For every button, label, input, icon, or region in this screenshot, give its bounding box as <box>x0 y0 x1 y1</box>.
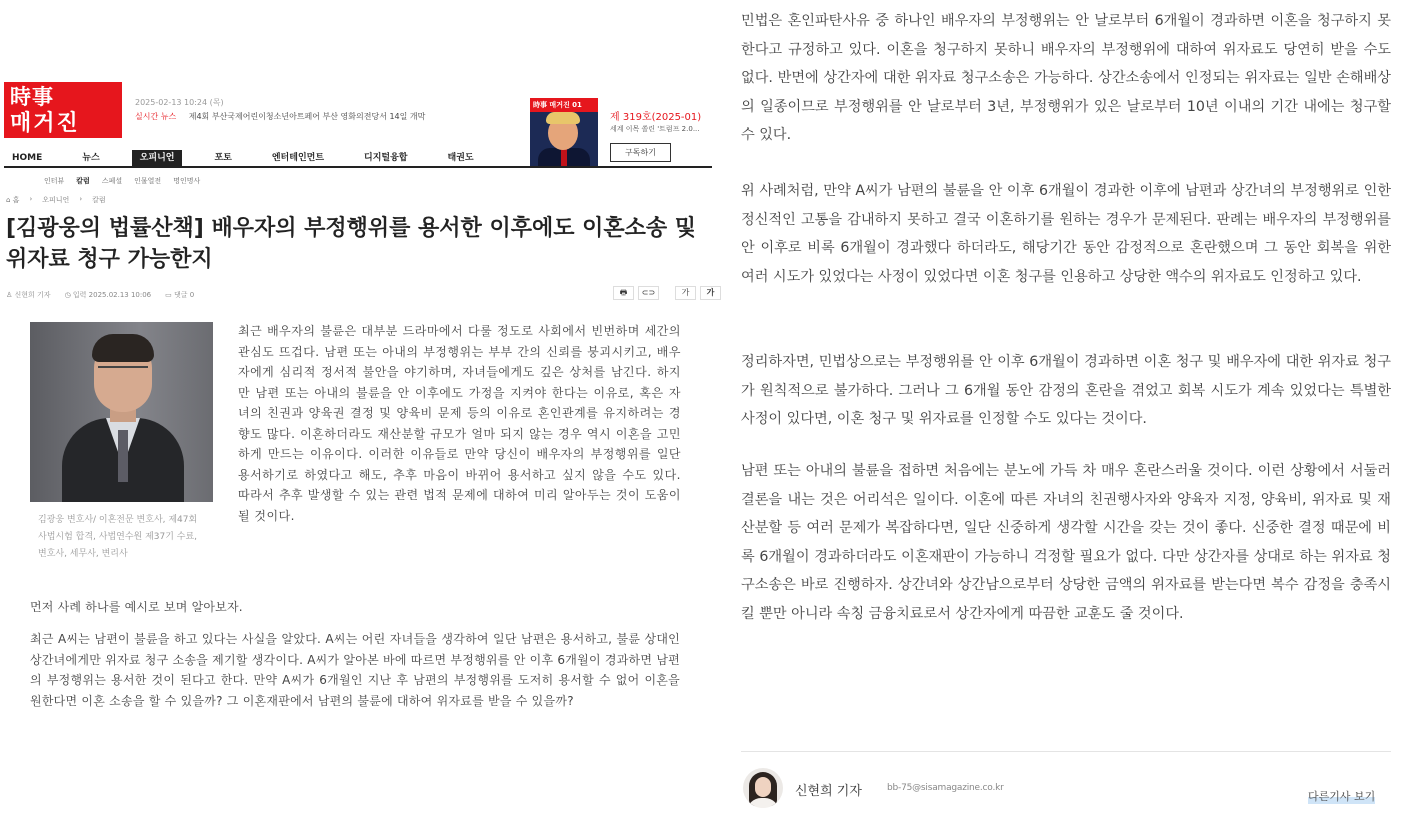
font-increase-button[interactable]: 가 <box>700 286 721 300</box>
breadcrumb-separator: › <box>79 195 83 203</box>
photo-tie <box>118 430 128 482</box>
article-paragraph: 민법은 혼인파탄사유 중 하나인 배우자의 부정행위는 안 날로부터 6개월이 경과하면 이혼을 청구하지 못한다고 규정하고 있다. 이혼을 청구하지 못하니 배우자의 부정행위에 대하여 위자료도 당연히 받을 수도 없다. 반면에 상간자에 대한 위자료 청구소송은 가능하다. 상간소송에서 인정되는 위자료는 일반 손해배상의 일종이므로 부정행위를 안 날로부터 3년, 부정행위가 있은 날로부터 10년 이내의 기간 내에는 청구할 수 있다. <box>741 13 1391 143</box>
subscribe-button[interactable]: 구독하기 <box>610 143 671 162</box>
news-headline[interactable]: 제4회 부산국제어린이청소년아트페어 부산 영화의전당서 14일 개막 <box>188 112 426 121</box>
logo-line2: 매거진 <box>10 110 80 136</box>
news-tag: 실시간 뉴스 <box>135 112 177 121</box>
article-paragraph: 남편 또는 아내의 불륜을 접하면 처음에는 분노에 가득 차 매우 혼란스러울 것이다. 이런 상황에서 서둘러 결론을 내는 것은 어리석은 일이다. 이혼에 따른 자녀의 친권행사자와 양육자 지정, 양육비, 위자료 및 재산분할 등 여러 문제가 복잡하다면, 일단 신중하게 생각할 시간을 갖는 것이 좋다. 신중한 결정 때문에 비록 6개월이 경과하더라도 이혼재판이 가능하니 걱정할 필요가 없다. 다만 상간자를 상대로 하는 위자료 청구소송은 바로 진행하자. 상간녀와 상간남으로부터 상당한 금액의 위자료를 받는다면 복수 감정을 충족시킬 뿐만 아니라 속칭 금융치료로서 상간자에게 따끔한 교훈도 줄 것이다. <box>741 463 1391 622</box>
article-title: [김광웅의 법률산책] 배우자의 부정행위를 용서한 이후에도 이혼소송 및 위자료 청구 가능한지 <box>6 216 697 272</box>
nav-news[interactable]: 뉴스 <box>82 153 100 163</box>
reporter-name[interactable]: 신현희 기자 <box>795 784 862 799</box>
comment-meta[interactable]: ▭ 댓글 0 <box>165 291 195 299</box>
nav-photo[interactable]: 포토 <box>214 153 232 163</box>
more-articles-link[interactable]: 다른기사 보기 <box>1308 790 1376 803</box>
subnav-people[interactable]: 인물열전 <box>134 177 162 185</box>
print-icon[interactable]: 🖶 <box>613 286 634 300</box>
breadcrumb-column[interactable]: 칼럼 <box>92 196 106 204</box>
clock-icon: ◷ <box>64 291 73 299</box>
link-icon[interactable]: ⊂⊃ <box>638 286 659 300</box>
breadcrumb-home[interactable]: ⌂ 홈 <box>6 196 20 204</box>
nav-opinion[interactable]: 오피니언 <box>132 150 183 166</box>
nav-entertainment[interactable]: 엔터테인먼트 <box>271 153 325 163</box>
subnav-column[interactable]: 칼럼 <box>76 177 90 185</box>
site-logo[interactable] <box>4 82 122 138</box>
subnav-masters[interactable]: 명인명사 <box>173 177 201 185</box>
logo-line1: 時事 <box>10 84 54 109</box>
avatar-face <box>755 777 771 797</box>
article-paragraph: 최근 배우자의 불륜은 대부분 드라마에서 다룰 정도로 사회에서 빈번하며 세간의 관심도 뜨겁다. 남편 또는 아내의 부정행위는 부부 간의 신뢰를 붕괴시키고, 배우자에게 심리적 정서적 불안을 야기하며, 자녀들에게도 깊은 상처를 남긴다. 하지만 남편 또는 아내의 불륜을 안 이후에도 가정을 지켜야 한다는 이유로, 혹은 자녀의 친권과 양육권 결정 및 양육비 문제 등의 이유로 혼인관계를 유지하려는 경향도 많다. 이혼하더라도 재산분할 규모가 얼마 되지 않는 경우 역시 이혼을 고민하게 만드는 이유이다. 이러한 이유들로 만약 당신이 배우자의 부정행위를 일단 용서하기로 하였다고 해도, 추후 마음이 바뀌어 용서하고 싶지 않을 수도 있다. 따라서 추후 발생할 수 있는 관련 법적 문제에 대하여 미리 알아두는 것이 도움이 될 것이다. <box>238 324 681 523</box>
subnav-interview[interactable]: 인터뷰 <box>44 177 65 185</box>
article-paragraph: 먼저 사례 하나를 예시로 보며 알아보자. <box>30 600 243 614</box>
breadcrumb-opinion[interactable]: 오피니언 <box>42 196 70 204</box>
photo-glasses <box>98 366 148 376</box>
header-date: 2025-02-13 10:24 (목) <box>135 98 224 107</box>
reporter-avatar <box>743 768 783 808</box>
article-tools <box>613 286 721 300</box>
breaking-news[interactable] <box>135 111 425 122</box>
breadcrumb <box>6 195 106 205</box>
cover-hair <box>546 112 580 124</box>
photo-caption: 김광웅 변호사/ 이혼전문 변호사, 제47회 사법시험 합격, 사법연수원 제37기 수료, 변호사, 세무사, 변리사 <box>38 515 198 559</box>
sub-nav <box>44 176 212 186</box>
issue-subtitle[interactable]: 세계 이목 쏠린 '트럼프 2.0... <box>610 125 700 133</box>
columnist-photo <box>30 322 213 502</box>
main-nav <box>4 150 712 168</box>
author-meta: ♙ 신현희 기자 <box>6 291 51 299</box>
nav-digital[interactable]: 디지털융합 <box>364 153 408 163</box>
article-meta <box>6 290 194 300</box>
nav-home[interactable]: HOME <box>12 153 43 163</box>
article-paragraph: 위 사례처럼, 만약 A씨가 남편의 불륜을 안 이후 6개월이 경과한 이후에 남편과 상간녀의 부정행위로 인한 정신적인 고통을 감내하지 못하고 결국 이혼하기를 원하는 경우가 문제된다. 판례는 배우자의 부정행위를 안 이후로 비록 6개월이 경과했다 하더라도, 해당기간 동안 감정적으로 혼란했으며 그 동안 회복을 위한 여러 시도가 있었다는 사정이 있었다면 이혼 청구를 인용하고 상당한 액수의 위자료도 인정하고 있다. <box>741 183 1391 285</box>
home-icon: ⌂ <box>6 196 13 204</box>
article-paragraph: 최근 A씨는 남편이 불륜을 하고 있다는 사실을 알았다. A씨는 어린 자녀들을 생각하여 일단 남편은 용서하고, 불륜 상대인 상간녀에게만 위자료 청구 소송을 제기할 생각이다. A씨가 알아본 바에 따르면 부정행위를 안 이후 6개월이 경과하면 남편의 부정행위는 용서한 것이 된다고 한다. 만약 A씨가 6개월인 지난 후 남편의 부정행위를 도저히 용서할 수 없어 이혼을 원한다면 이혼 소송을 할 수 있을까? 그 이혼재판에서 남편의 불륜에 대하여 위자료를 받을 수 있을까? <box>30 632 680 708</box>
photo-hair <box>92 334 154 362</box>
user-icon: ♙ <box>6 291 15 299</box>
article-paragraph: 정리하자면, 민법상으로는 부정행위를 안 이후 6개월이 경과하면 이혼 청구 및 배우자에 대한 위자료 청구가 원칙적으로 불가하다. 그러나 그 6개월 동안 감정의 혼란을 겪었고 회복 시도가 계속 있었다는 특별한 사정이 있다면, 이혼 청구 및 위자료를 인정할 수도 있다는 것이다. <box>741 354 1391 427</box>
subnav-special[interactable]: 스페셜 <box>101 177 123 185</box>
breadcrumb-separator: › <box>29 195 33 203</box>
date-meta: ◷ 입력 2025.02.13 10:06 <box>64 291 152 299</box>
font-decrease-button[interactable]: 가 <box>675 286 696 300</box>
reporter-email[interactable]: bb-75@sisamagazine.co.kr <box>887 783 1004 793</box>
byline-divider <box>741 751 1391 752</box>
nav-taekwondo[interactable]: 태권도 <box>447 153 474 163</box>
cover-masthead: 時事 매거진 01 <box>530 98 598 112</box>
issue-number[interactable]: 제 319호(2025-01) <box>610 112 702 123</box>
tools-spacer <box>663 286 671 300</box>
article-right-pane <box>741 0 1391 828</box>
comment-icon: ▭ <box>165 291 174 299</box>
